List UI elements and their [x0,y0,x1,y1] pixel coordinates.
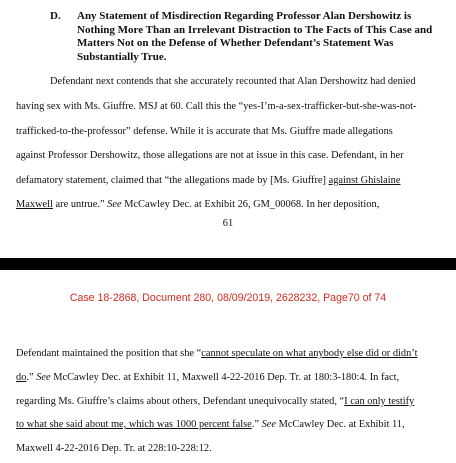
body-line: trafficked-to-the-professor” defense. While it is accurate that Ms. Giuffre made allegations [16,126,393,137]
body-line [16,372,399,384]
body-line [16,199,379,211]
body-text: defamatory statement, claimed that “the allegations made by [Ms. Giuffre] [16,175,329,186]
body-text: McCawley Dec. at Exhibit 26, GM_00068. In her deposition, [121,199,380,210]
body-line [16,348,417,360]
underlined-quote: I can only testify [344,396,415,407]
heading-line: Matters Not on the Defense of Whether Defendant’s Statement Was [77,37,394,50]
section-letter: D. [50,10,61,22]
section-heading [50,10,435,64]
citation-signal: See [261,419,276,430]
underlined-quote: Maxwell [16,199,53,210]
case-header-stamp: Case 18-2868, Document 280, 08/09/2019, 2628232, Page70 of 74 [69,292,387,304]
underlined-quote: cannot speculate on what anybody else did or didn’t [201,348,418,359]
citation-signal: See [36,372,51,383]
heading-line: Any Statement of Misdirection Regarding Professor Alan Dershowitz is [77,10,412,22]
underlined-quote: against Ghislaine [328,175,401,186]
body-line: Maxwell 4-22-2016 Dep. Tr. at 228:10-228:12. [16,443,212,454]
page-divider [0,258,456,270]
body-text: .” [251,419,262,430]
body-line: against Professor Dershowitz, those allegations are not at issue in this case. Defendant, in her [16,150,404,161]
body-text: McCawley Dec. at Exhibit 11, Maxwell 4-22-2016 Dep. Tr. at 180:3-180:4. In fact, [50,372,400,383]
body-line: having sex with Ms. Giuffre. MSJ at 60. Call this the “yes-I’m-a-sex-trafficker-but-she-was-not- [16,101,417,112]
body-text: are untrue.” [52,199,108,210]
body-text: McCawley Dec. at Exhibit 11, [275,419,405,430]
body-line [16,175,400,187]
heading-line: Substantially True. [77,50,167,63]
heading-line: Nothing More Than an Irrelevant Distraction to The Facts of This Case and [77,23,433,36]
underlined-quote: to what she said about me, which was 1000 percent false [16,419,252,430]
page-number: 61 [222,218,234,229]
body-text: .” [26,372,37,383]
section-heading-text [77,10,435,64]
body-text: regarding Ms. Giuffre’s claims about others, Defendant unequivocally stated, “ [16,396,345,407]
body-line [16,396,414,408]
body-line: Defendant next contends that she accurately recounted that Alan Dershowitz had denied [50,76,416,87]
underlined-quote: do [16,372,27,383]
body-text: Defendant maintained the position that she “ [16,348,202,359]
body-line [16,419,405,431]
citation-signal: See [107,199,122,210]
